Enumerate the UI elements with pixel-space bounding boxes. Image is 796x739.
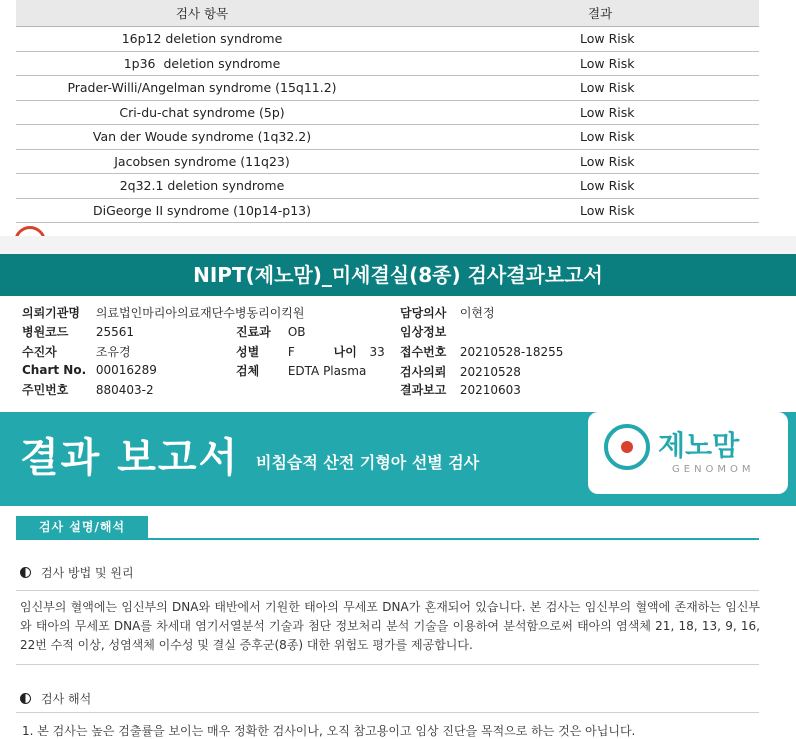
header-test-item: 검사 항목 xyxy=(16,0,388,27)
interpret-heading: 검사 해석 xyxy=(20,690,91,707)
test-name: Van der Woude syndrome (1q32.2) xyxy=(16,125,388,150)
table-row xyxy=(16,76,759,101)
dept-value: OB xyxy=(287,325,306,339)
specimen-value: EDTA Plasma xyxy=(287,364,367,378)
patient-row xyxy=(22,343,131,360)
hospital-code-row xyxy=(22,323,134,340)
result-table-section xyxy=(0,0,796,240)
divider xyxy=(16,664,759,665)
table-row xyxy=(16,198,759,223)
test-result: Low Risk xyxy=(388,51,759,76)
test-name: 2q32.1 deletion syndrome xyxy=(16,174,388,199)
table-row xyxy=(16,100,759,125)
institution-label: 의뢰기관명 xyxy=(22,306,80,320)
dept-row xyxy=(236,323,306,340)
report-date-label: 결과보고 xyxy=(400,383,447,397)
receipt-value: 20210528-18255 xyxy=(459,345,564,359)
section-tab: 검사 설명/해석 xyxy=(16,516,148,538)
sex-value: F xyxy=(287,345,295,359)
result-subtitle: 비침습적 산전 기형아 선별 검사 xyxy=(256,453,480,472)
report-date-row xyxy=(400,381,521,398)
report-date-value: 20210603 xyxy=(459,383,521,397)
sex-label: 성별 xyxy=(236,345,260,359)
dept-label: 진료과 xyxy=(236,325,271,339)
doctor-value: 이현정 xyxy=(459,306,495,320)
genomom-logo-icon xyxy=(604,424,650,470)
request-row xyxy=(400,363,521,380)
interpret-note-1: 1. 본 검사는 높은 검출률을 보이는 매우 정확한 검사이나, 오직 참고용이고 임상 진단을 목적으로 하는 것은 아닙니다. xyxy=(22,724,636,738)
chart-label: Chart No. xyxy=(22,363,87,377)
id-label: 주민번호 xyxy=(22,383,69,397)
age-label: 나이 xyxy=(333,345,357,359)
test-result: Low Risk xyxy=(388,76,759,101)
test-name: 16p12 deletion syndrome xyxy=(16,27,388,52)
test-result: Low Risk xyxy=(388,198,759,223)
specimen-label: 검체 xyxy=(236,364,260,378)
test-name: Prader-Willi/Angelman syndrome (15q11.2) xyxy=(16,76,388,101)
report-header-section xyxy=(0,254,796,406)
table-row xyxy=(16,149,759,174)
result-table xyxy=(16,0,759,223)
test-name: Jacobsen syndrome (11q23) xyxy=(16,149,388,174)
section-line xyxy=(16,538,759,540)
clinical-row xyxy=(400,323,446,340)
logo-name: 제노맘 xyxy=(658,429,740,462)
result-banner xyxy=(0,412,796,506)
receipt-row xyxy=(400,343,563,360)
specimen-row xyxy=(236,362,366,379)
clinical-label: 임상정보 xyxy=(400,325,447,339)
method-text: 임신부의 혈액에는 임신부의 DNA와 태반에서 기원한 태아의 무세포 DNA가 혼재되어 있습니다. 본 검사는 임신부의 혈액에 존재하는 임신부와 태아의 무세포 DNA를 차세대 염기서열분석 기술과 첨단 정보처리 분석 기술을 이용하여 분석함으로써 태아의 염색체 21, 18, 13, 9, 16, 22번 수적 이상, 성염색체 이수성 및 결실 증후군(8종) 대한 위험도 평가를 제공합니다. xyxy=(20,600,760,652)
age-value: 33 xyxy=(369,345,385,359)
chart-row xyxy=(22,363,157,377)
doctor-label: 담당의사 xyxy=(400,306,447,320)
table-row xyxy=(16,27,759,52)
table-row xyxy=(16,174,759,199)
logo-en: GENOMOM xyxy=(672,464,755,475)
test-name: Cri-du-chat syndrome (5p) xyxy=(16,100,388,125)
institution-row xyxy=(22,304,305,321)
request-value: 20210528 xyxy=(459,365,521,379)
chart-value: 00016289 xyxy=(95,363,157,377)
doctor-row xyxy=(400,304,495,321)
section-separator xyxy=(0,236,796,254)
test-result: Low Risk xyxy=(388,125,759,150)
hospital-code-value: 25561 xyxy=(95,325,135,339)
half-circle-icon xyxy=(20,693,31,704)
sex-row xyxy=(236,343,385,360)
patient-label: 수진자 xyxy=(22,345,57,359)
half-circle-icon xyxy=(20,567,31,578)
test-name: DiGeorge II syndrome (10p14-p13) xyxy=(16,198,388,223)
test-result: Low Risk xyxy=(388,100,759,125)
divider xyxy=(16,712,759,713)
test-name: 1p36 deletion syndrome xyxy=(16,51,388,76)
receipt-label: 접수번호 xyxy=(400,345,447,359)
header-result: 결과 xyxy=(388,0,759,27)
table-row xyxy=(16,125,759,150)
id-row xyxy=(22,381,154,398)
hospital-code-label: 병원코드 xyxy=(22,325,69,339)
result-title: 결과 보고서 xyxy=(20,435,240,481)
test-result: Low Risk xyxy=(388,174,759,199)
test-result: Low Risk xyxy=(388,149,759,174)
test-result: Low Risk xyxy=(388,27,759,52)
report-title: NIPT(제노맘)_미세결실(8종) 검사결과보고서 xyxy=(0,254,796,296)
patient-value: 조유경 xyxy=(95,345,131,359)
table-row xyxy=(16,51,759,76)
genomom-logo xyxy=(588,412,788,494)
divider xyxy=(16,590,759,591)
result-report-section xyxy=(0,406,796,738)
table-header-row xyxy=(16,0,759,27)
request-label: 검사의뢰 xyxy=(400,365,447,379)
method-heading: 검사 방법 및 원리 xyxy=(20,564,134,581)
institution-value: 의료법인마리아의료재단수병동리이킥원 xyxy=(95,306,305,320)
id-value: 880403-2 xyxy=(95,383,154,397)
